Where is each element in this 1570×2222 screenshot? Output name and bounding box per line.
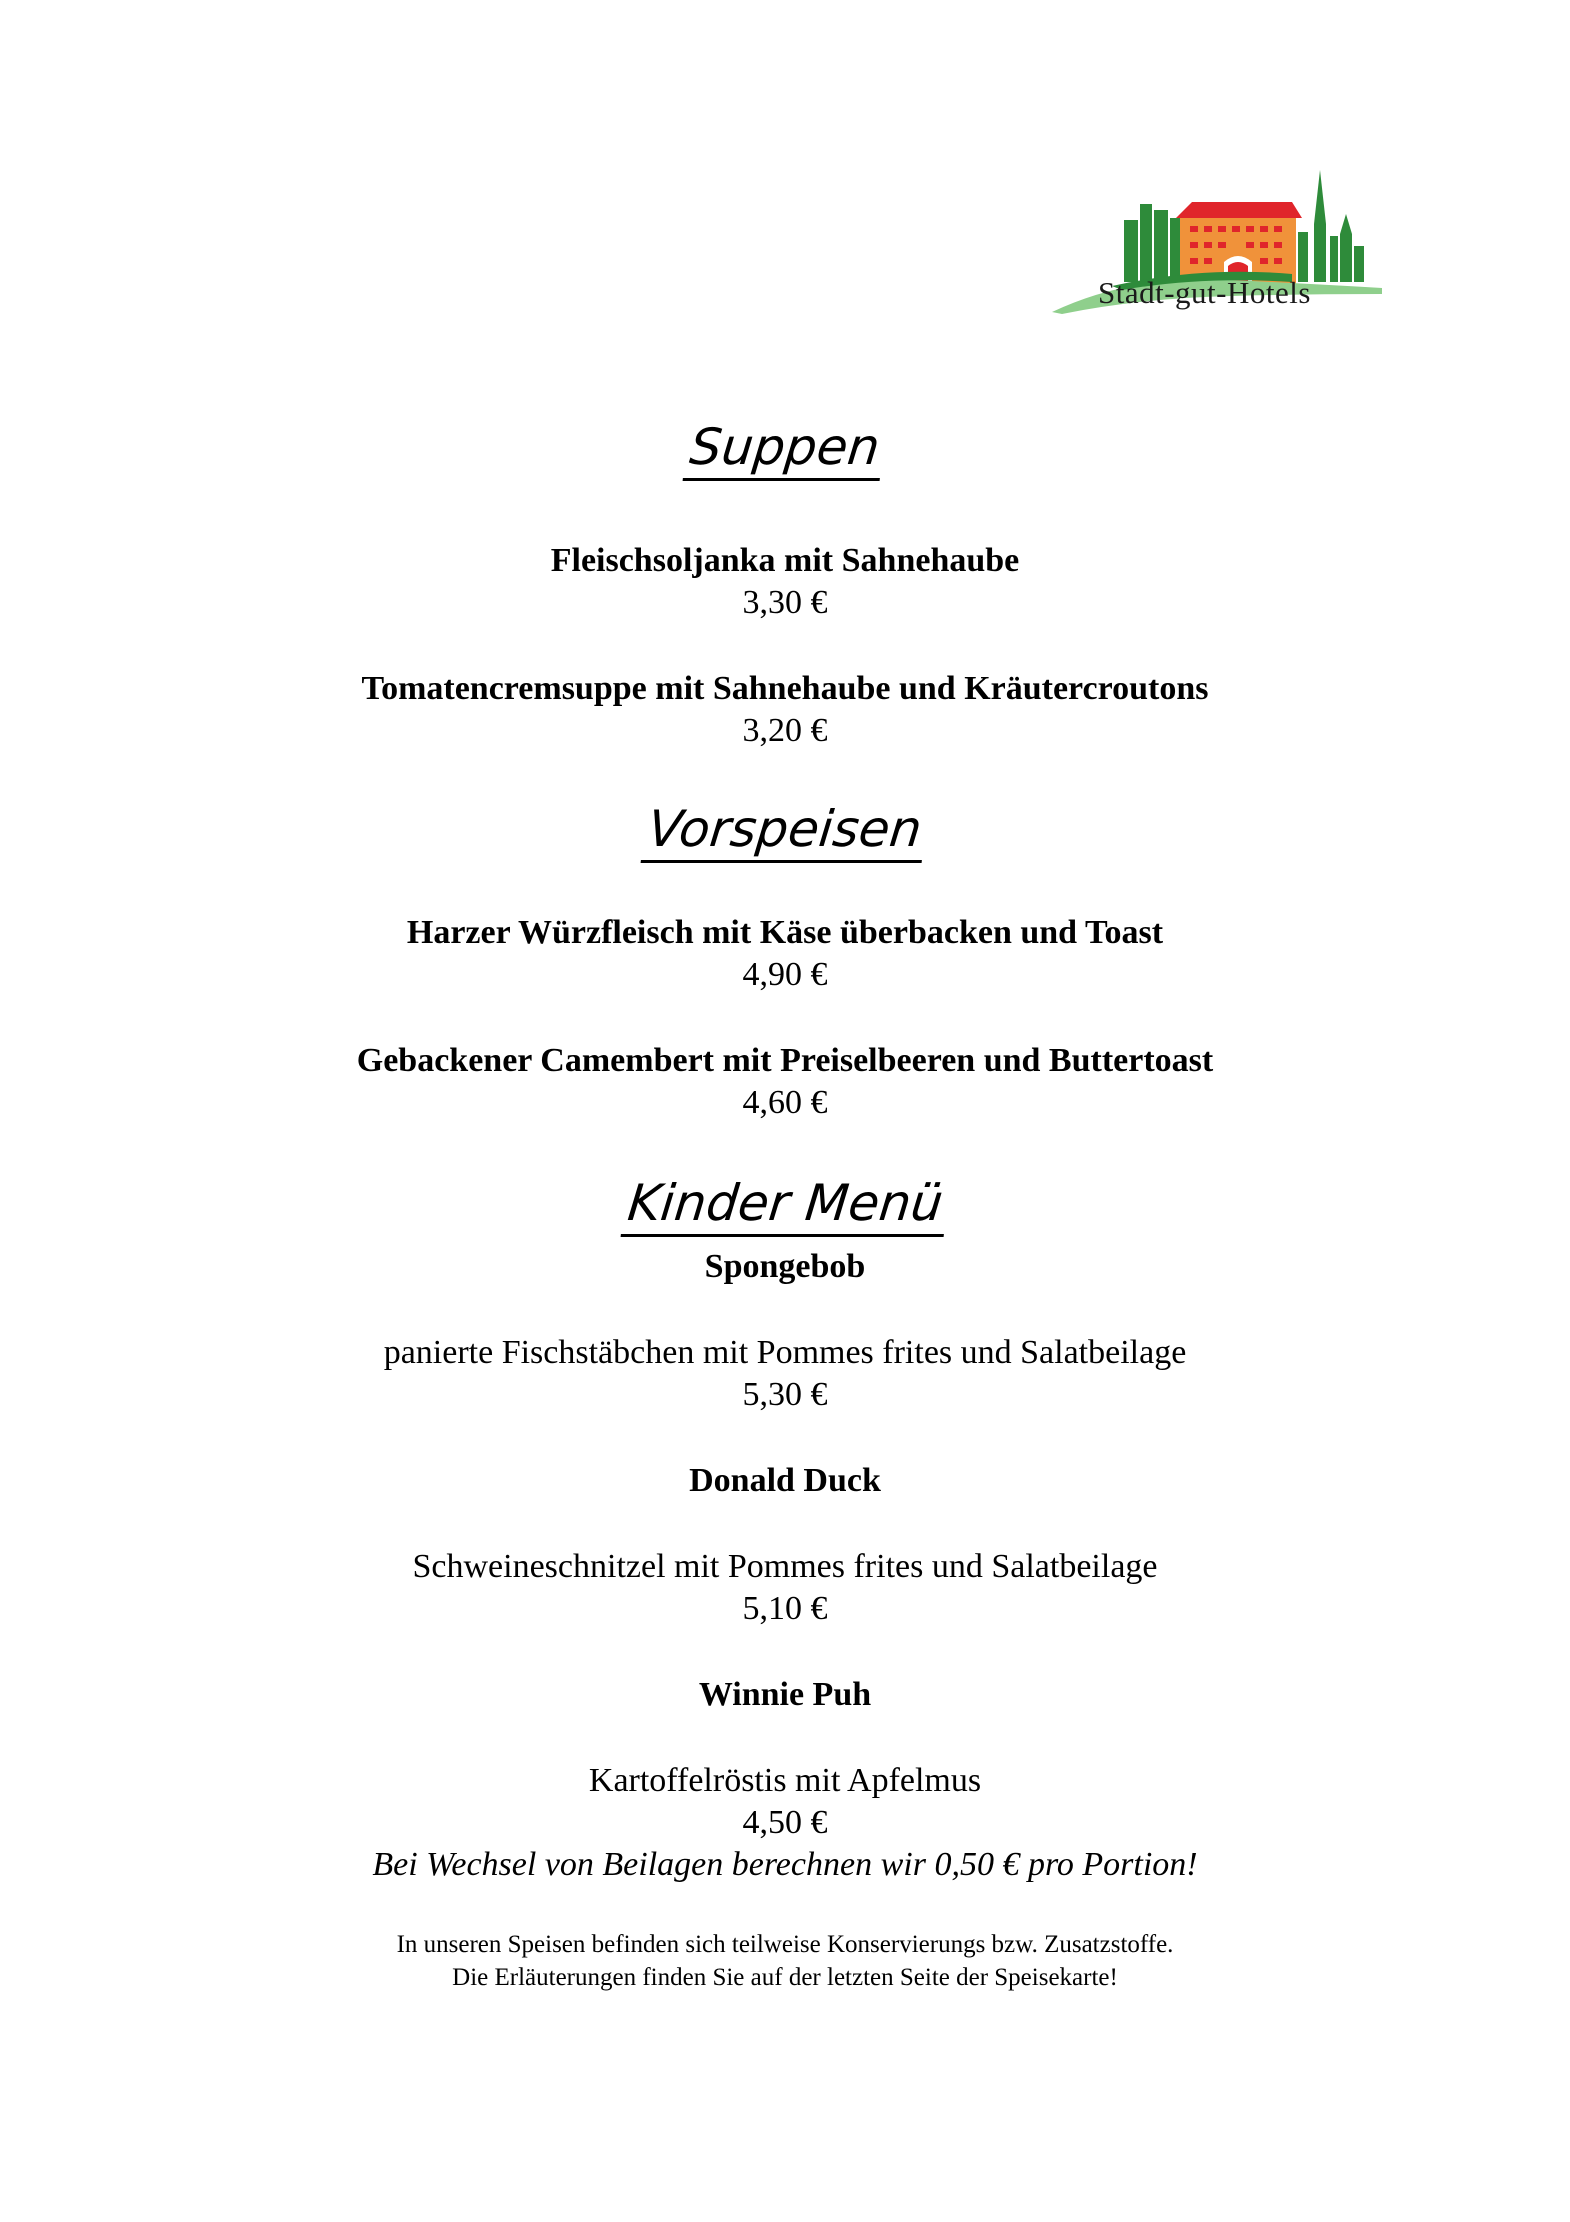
menu-item-price: 3,20 €	[742, 712, 828, 749]
menu-item-price: 4,50 €	[742, 1804, 828, 1841]
heading-kinder-menu: Kinder Menü	[620, 1172, 949, 1237]
menu-item-title: Spongebob	[704, 1248, 866, 1285]
footer-line-1: In unseren Speisen befinden sich teilweise Konservierungs bzw. Zusatzstoffe.	[396, 1931, 1174, 1958]
menu-item-title: Harzer Würzfleisch mit Käse überbacken und Toast	[406, 914, 1164, 951]
menu-item-title: Tomatencremsuppe mit Sahnehaube und Kräutercroutons	[361, 670, 1209, 707]
menu-item-price: 5,10 €	[742, 1590, 828, 1627]
menu-item-title: Donald Duck	[689, 1462, 881, 1499]
section-heading-suppen	[0, 416, 1570, 481]
menu-item-title: Gebackener Camembert mit Preiselbeeren und Buttertoast	[356, 1042, 1214, 1079]
menu-item-price: 5,30 €	[742, 1376, 828, 1413]
menu-item-title: Winnie Puh	[698, 1676, 872, 1713]
hotel-logo	[1052, 162, 1392, 322]
menu-item-price: 4,60 €	[742, 1084, 828, 1121]
logo-text: Stadt-gut-Hotels	[1098, 275, 1311, 310]
menu-item-description: Schweineschnitzel mit Pommes frites und Salatbeilage	[412, 1548, 1158, 1585]
section-heading-kinder	[0, 1172, 1570, 1237]
menu-item-price: 4,90 €	[742, 956, 828, 993]
menu-item-description: Kartoffelröstis mit Apfelmus	[588, 1762, 982, 1799]
heading-suppen: Suppen	[683, 416, 887, 481]
menu-item-title: Fleischsoljanka mit Sahnehaube	[550, 542, 1020, 579]
menu-item-price: 3,30 €	[742, 584, 828, 621]
section-heading-vorspeisen	[0, 798, 1570, 863]
heading-vorspeisen: Vorspeisen	[641, 798, 929, 863]
side-dish-note: Bei Wechsel von Beilagen berechnen wir 0,50 € pro Portion!	[372, 1846, 1198, 1883]
footer-line-2: Die Erläuterungen finden Sie auf der letzten Seite der Speisekarte!	[452, 1964, 1118, 1991]
menu-item-description: panierte Fischstäbchen mit Pommes frites und Salatbeilage	[383, 1334, 1187, 1371]
